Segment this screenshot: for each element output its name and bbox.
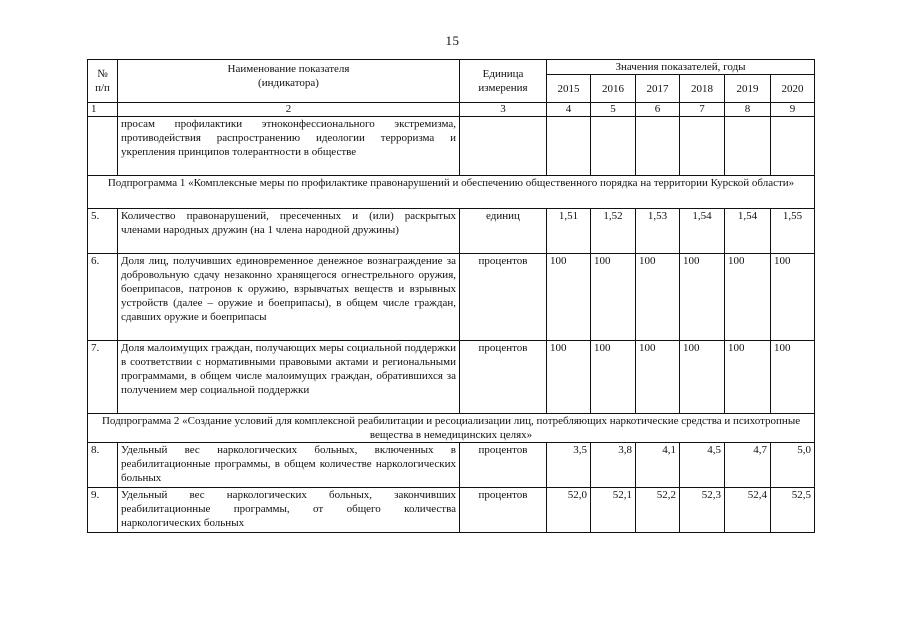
row-value: 100 (591, 254, 636, 341)
row-value: 1,55 (771, 209, 815, 254)
column-number: 3 (460, 103, 547, 117)
row-value: 1,53 (636, 209, 680, 254)
row-value: 100 (636, 254, 680, 341)
row-value: 1,51 (547, 209, 591, 254)
row-value: 52,3 (680, 488, 725, 533)
column-number: 9 (771, 103, 815, 117)
subprogram-title: Подпрограмма 2 «Создание условий для комплексной реабилитации и ресоциализации лиц, потребляющих наркотические средства и психотропные вещества в немедицинских целях» (88, 414, 815, 443)
column-number: 6 (636, 103, 680, 117)
table-row (88, 209, 815, 254)
row-value: 100 (636, 341, 680, 414)
row-num: 7. (88, 341, 118, 414)
subprogram-row (88, 414, 815, 443)
row-num: 9. (88, 488, 118, 533)
row-value: 3,5 (547, 443, 591, 488)
column-number: 4 (547, 103, 591, 117)
row-value: 5,0 (771, 443, 815, 488)
row-value: 52,0 (547, 488, 591, 533)
row-unit: процентов (460, 443, 547, 488)
row-value: 100 (547, 254, 591, 341)
row-unit: процентов (460, 341, 547, 414)
row-value: 100 (547, 341, 591, 414)
indicators-table (87, 59, 815, 533)
row-value: 100 (680, 254, 725, 341)
header-num: № п/п (88, 60, 118, 103)
header-values-group: Значения показателей, годы (547, 60, 815, 75)
row-value: 52,4 (725, 488, 771, 533)
row-name: Доля лиц, получивших единовременное денежное вознаграждение за добровольную сдачу незаконно хранящегося огнестрельного оружия, боеприпасов, патронов к оружию, взрывчатых веществ и взрывных устройств (далее – оружие и боеприпасы), в общем числе граждан, сдавших оружие и боеприпасы (118, 254, 460, 341)
row-name: Удельный вес наркологических больных, включенных в реабилитационные программы, в общем количестве наркологических больных (118, 443, 460, 488)
row-value: 100 (591, 341, 636, 414)
column-number: 7 (680, 103, 725, 117)
row-unit: процентов (460, 488, 547, 533)
row-value (725, 117, 771, 176)
row-value (636, 117, 680, 176)
table-row (88, 443, 815, 488)
row-value: 52,1 (591, 488, 636, 533)
subprogram-title: Подпрограмма 1 «Комплексные меры по профилактике правонарушений и обеспечению общественного порядка на территории Курской области» (88, 176, 815, 209)
row-unit: единиц (460, 209, 547, 254)
row-value (771, 117, 815, 176)
row-value: 4,1 (636, 443, 680, 488)
column-number: 8 (725, 103, 771, 117)
row-value: 100 (680, 341, 725, 414)
table-row (88, 341, 815, 414)
row-num: 8. (88, 443, 118, 488)
row-name: Доля малоимущих граждан, получающих меры социальной поддержки в соответствии с нормативными правовыми актами и региональными программами, в общем числе малоимущих граждан, обратившихся за получением мер социальной поддержки (118, 341, 460, 414)
header-year: 2017 (636, 75, 680, 103)
header-unit: Единица измерения (460, 60, 547, 103)
column-number: 1 (88, 103, 118, 117)
row-num: 5. (88, 209, 118, 254)
header-year: 2015 (547, 75, 591, 103)
row-unit: процентов (460, 254, 547, 341)
header-name: Наименование показателя (индикатора) (118, 60, 460, 103)
header-row (88, 60, 815, 75)
row-num (88, 117, 118, 176)
subprogram-row (88, 176, 815, 209)
row-unit (460, 117, 547, 176)
row-value: 100 (725, 254, 771, 341)
column-number: 5 (591, 103, 636, 117)
row-value: 1,54 (725, 209, 771, 254)
row-value (547, 117, 591, 176)
header-year: 2020 (771, 75, 815, 103)
row-value: 3,8 (591, 443, 636, 488)
table-row (88, 488, 815, 533)
row-value: 1,52 (591, 209, 636, 254)
header-year: 2018 (680, 75, 725, 103)
column-number: 2 (118, 103, 460, 117)
row-num: 6. (88, 254, 118, 341)
page-number: 15 (445, 33, 460, 48)
row-name: Количество правонарушений, пресеченных и (или) раскрытых членами народных дружин (на 1 члена народной дружины) (118, 209, 460, 254)
row-name: просам профилактики этноконфессионального экстремизма, противодействия распространению идеологии терроризма и укрепления принципов толерантности в обществе (118, 117, 460, 176)
row-value: 100 (771, 341, 815, 414)
row-value: 100 (725, 341, 771, 414)
row-value: 52,5 (771, 488, 815, 533)
row-value (591, 117, 636, 176)
row-value: 52,2 (636, 488, 680, 533)
row-value: 4,7 (725, 443, 771, 488)
header-year: 2019 (725, 75, 771, 103)
row-value (680, 117, 725, 176)
column-number-row (88, 103, 815, 117)
table-row (88, 117, 815, 176)
row-value: 1,54 (680, 209, 725, 254)
table-row (88, 254, 815, 341)
row-name: Удельный вес наркологических больных, закончивших реабилитационные программы, от общего количества наркологических больных (118, 488, 460, 533)
row-value: 100 (771, 254, 815, 341)
row-value: 4,5 (680, 443, 725, 488)
header-year: 2016 (591, 75, 636, 103)
